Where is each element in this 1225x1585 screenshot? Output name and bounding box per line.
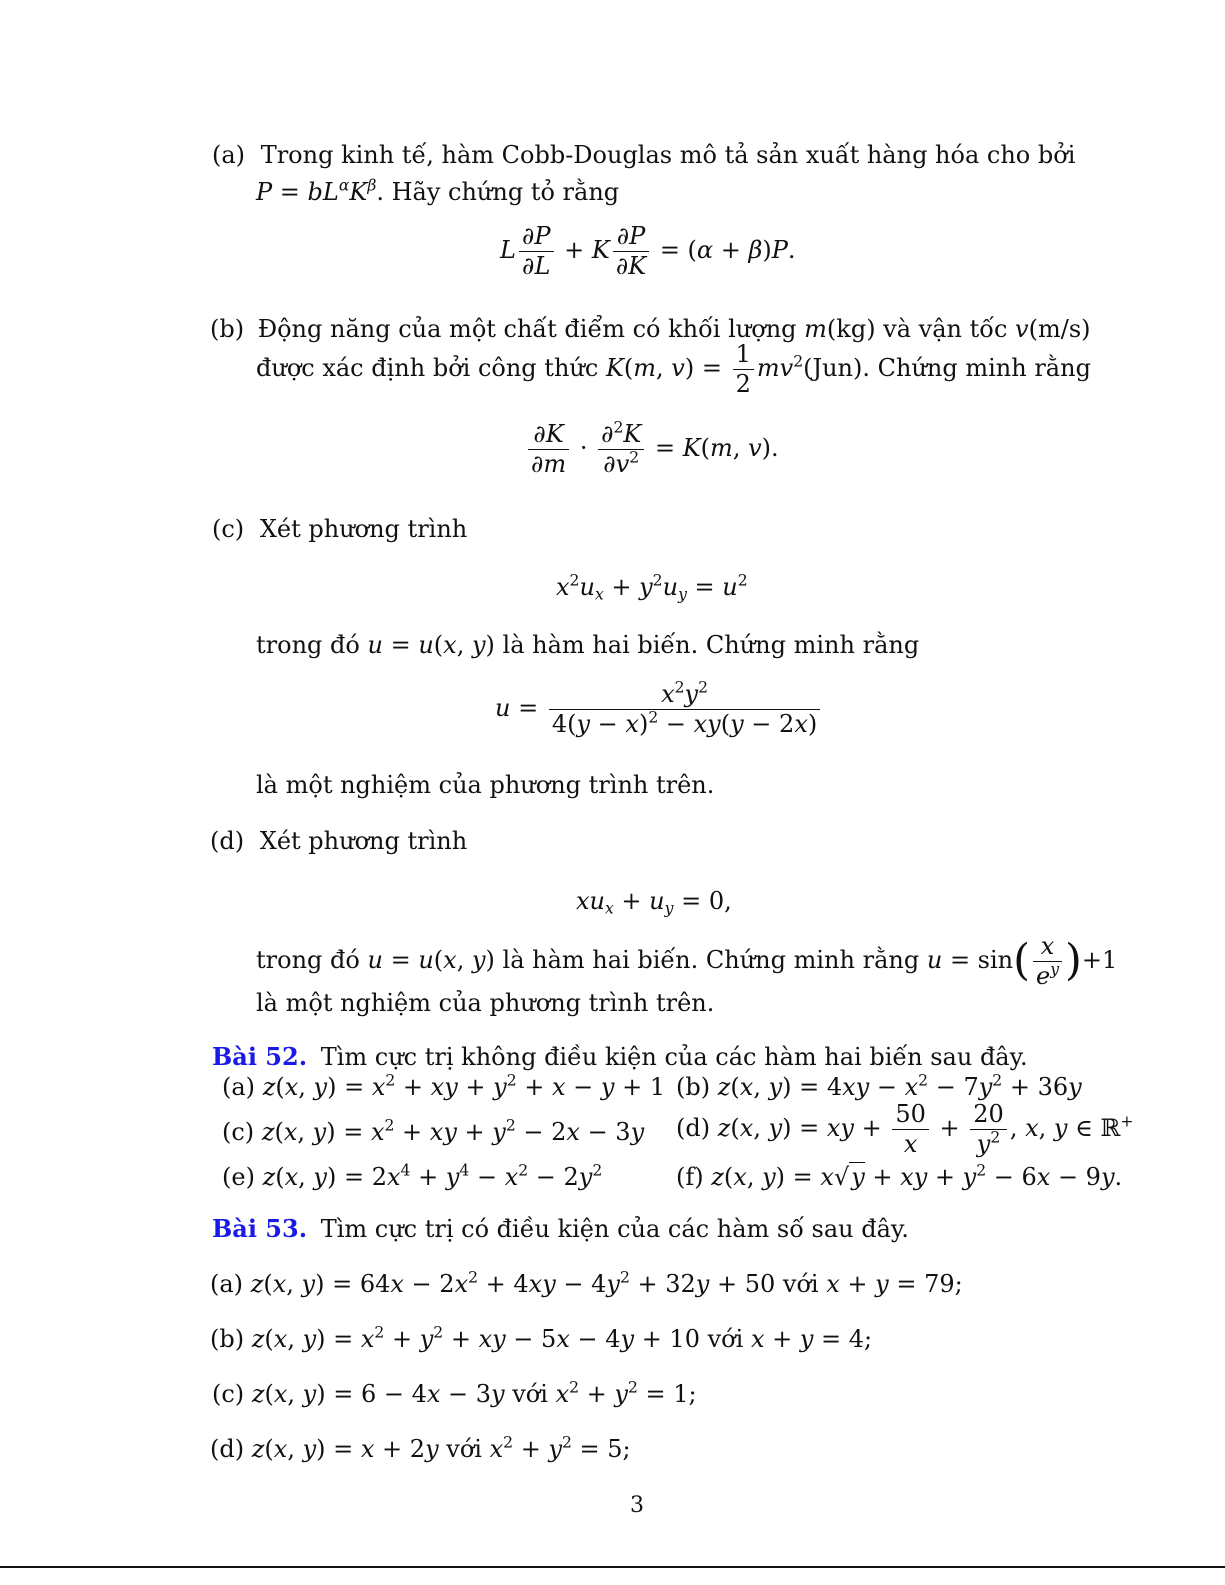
velocity-unit: (m/s) — [1028, 315, 1091, 343]
with-word: với — [512, 1380, 548, 1408]
bai52-f: (f) z(x, y) = x√y + xy + $y^2 - 6x - 9y$. — [676, 1161, 1123, 1191]
bai52-text: Tìm cực trị không điều kiện của các hàm hai biến sau đây. — [320, 1043, 1028, 1071]
page-number: 3 — [630, 1493, 644, 1518]
bai52-c: (c) z(x, $y) = x^2$ + xy + $y^2 - 2x - 3y$ — [222, 1116, 645, 1146]
item-label: (c) — [212, 1380, 245, 1408]
item-a-suffix: . Hãy chứng tỏ rằng — [376, 178, 620, 206]
item-d-conclusion — [256, 986, 714, 1021]
conclusion-text: là một nghiệm của phương trình trên. — [256, 989, 715, 1017]
item-b-line1: (b) Động năng của một chất điểm có khối lượng m(kg) và vận tốc v(m/s) — [210, 315, 1091, 343]
item-d-where: trong đó u = u(x, y) là hàm hai biến. Chứng minh rằng u = sin( $\frac{x}{e^y}$ )+1 — [256, 932, 1118, 990]
bai52-title: Bài 52. — [212, 1042, 308, 1071]
item-d-pde: $xu_x + u_y = 0$, — [576, 887, 732, 918]
bai53-text: Tìm cực trị có điều kiện của các hàm số sau đây. — [320, 1215, 909, 1243]
item-label: (d) — [210, 827, 245, 855]
with-word: với — [446, 1435, 482, 1463]
item-d-text: Xét phương trình — [259, 827, 468, 855]
where-prefix: trong đó — [256, 945, 360, 974]
item-c-pde: $x^2u_x + y^2u_y = u^2$ — [556, 571, 748, 604]
item-label: (a) — [222, 1073, 256, 1101]
bai53-b: (b) z(x, $y) = x^2 + y^2$ + xy − 5x − 4y + 10 với x + y = 4; — [210, 1323, 873, 1353]
item-label: (c) — [222, 1118, 255, 1146]
item-a-equation: L $\frac{\partial P}{\partial L}$ + K $\frac{\partial P}{\partial K}$ = (α + β)P. — [500, 222, 796, 280]
item-label: (b) — [210, 1325, 245, 1353]
item-label: (b) — [210, 315, 245, 343]
conclusion-text: là một nghiệm của phương trình trên. — [256, 771, 715, 799]
item-b-prefix: được xác định bởi công thức — [256, 353, 599, 382]
item-d-intro — [210, 824, 467, 859]
cobb-douglas-formula: P — [256, 178, 273, 206]
item-b-text: Động năng của một chất điểm có khối lượng — [257, 315, 797, 343]
bai52-a: (a) z(x, $y) = x^2$ + xy + $y^2 + x - y + 1$ — [222, 1071, 666, 1101]
item-label: (d) — [676, 1113, 711, 1142]
bai52-d: (d) z(x, y) = xy + $\frac{50}{x}$ + $\frac{20}{y^2}$ , x, y ∈ ℝ+ — [676, 1100, 1134, 1158]
item-c-where: trong đó u = u(x, y) là hàm hai biến. Chứng minh rằng — [256, 631, 920, 659]
bai53-title: Bài 53. — [212, 1214, 308, 1243]
bai53-d: (d) z(x, y) = x + 2y với $x^2 + y^2 = 5$; — [210, 1433, 631, 1463]
item-label: (d) — [210, 1435, 245, 1463]
item-b-line2: được xác định bởi công thức K(m, v) = $\frac{1}{2}$ $mv^2(Jun)$. Chứng minh rằng — [256, 340, 1091, 398]
bai52-e: (e) z(x, $y) = 2x^4 + y^4 - x^2 - 2y^2$ — [222, 1161, 603, 1191]
bai53-heading — [212, 1212, 909, 1247]
bai52-b: (b) z(x, $y) = 4xy - x^2 - 7y^2 + 36y$ — [676, 1071, 1082, 1101]
where-suffix: là hàm hai biến. Chứng minh rằng — [502, 631, 920, 659]
item-a-line1 — [212, 138, 1075, 173]
where-prefix: trong đó — [256, 631, 360, 659]
with-word: với — [707, 1325, 744, 1353]
bai53-a: (a) z(x, $y) = 64x - 2x^2 + 4xy - 4y^2 + 32y + 50$ với x + y = 79; — [210, 1268, 963, 1298]
item-label: (f) — [676, 1163, 704, 1191]
item-label: (a) — [212, 141, 246, 169]
mass-unit: (kg) và vận tốc — [826, 315, 1008, 343]
item-label: (a) — [210, 1270, 244, 1298]
item-a-text: Trong kinh tế, hàm Cobb-Douglas mô tả sản xuất hàng hóa cho bởi — [260, 141, 1076, 169]
where-suffix: là hàm hai biến. Chứng minh rằng — [502, 945, 920, 974]
item-a-line2: $P = bL^\alpha K^\beta$. Hãy chứng tỏ rằng — [256, 176, 620, 206]
page-bottom-rule — [0, 1566, 1225, 1568]
item-label: (b) — [676, 1073, 711, 1101]
item-c-text: Xét phương trình — [259, 515, 468, 543]
item-c-intro — [212, 512, 467, 547]
item-label: (c) — [212, 515, 245, 543]
item-b-equation: $\frac{\partial K}{\partial m}$ · $\frac{\partial^2K}{\partial v^2}$ = K(m, v). — [525, 420, 779, 479]
item-c-conclusion — [256, 768, 714, 803]
bai53-c: (c) z(x, y) = 6 − 4x − 3y với $x^2 + y^2 = 1$; — [212, 1378, 697, 1408]
item-b-suffix: (Jun). Chứng minh rằng — [803, 353, 1091, 382]
item-label: (e) — [222, 1163, 255, 1191]
item-c-solution: u = $\frac{x^2y^2}{4(y - x)^2 - xy(y - 2x)}$ — [495, 680, 823, 739]
with-word: với — [782, 1270, 819, 1298]
